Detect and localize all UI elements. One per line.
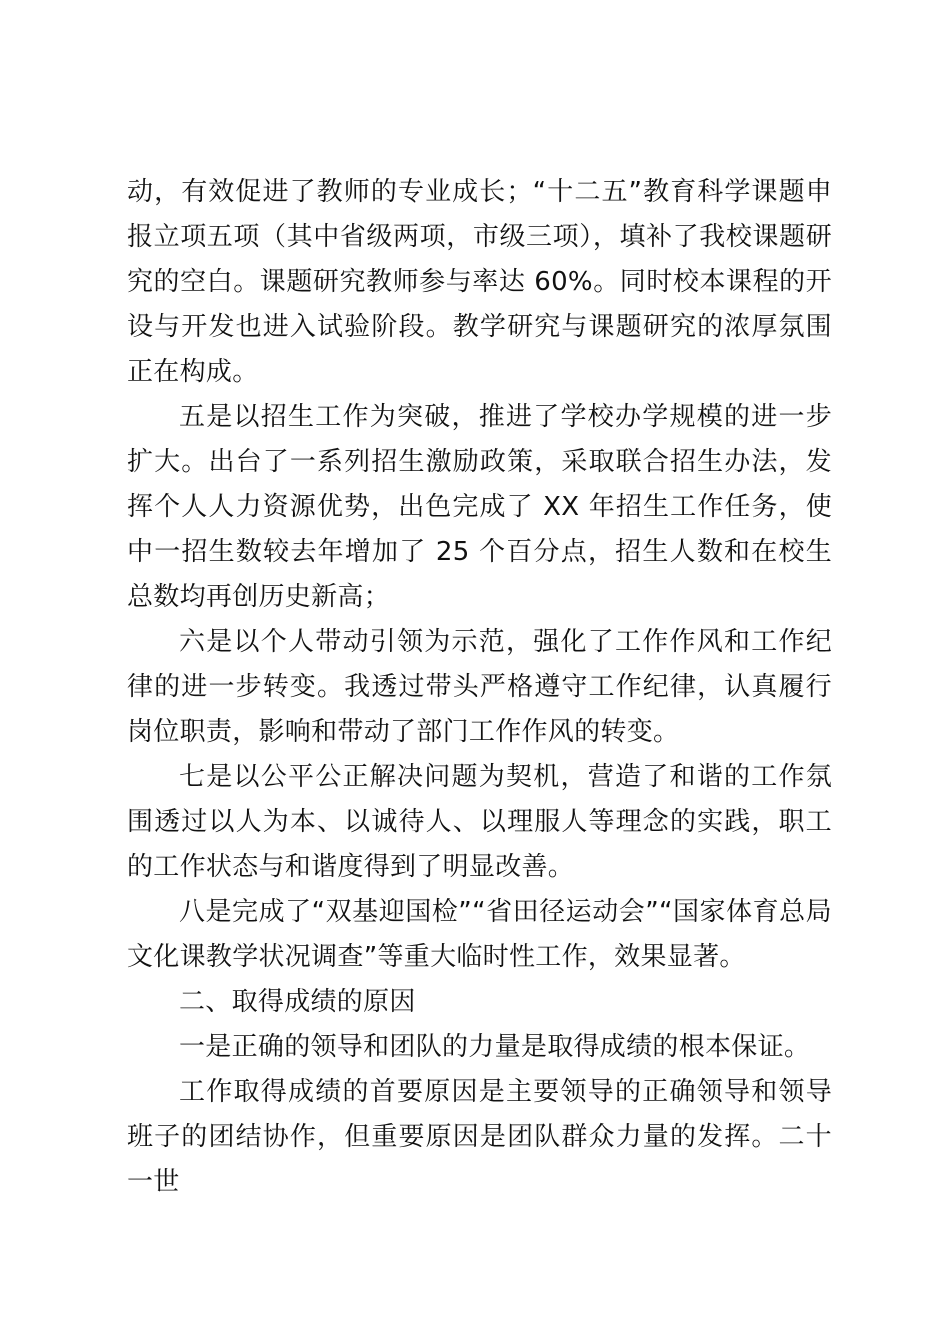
text-line: 工作取得成绩的首要原因是主要领导的正确领导和领导班 (127, 1077, 832, 1152)
text-line: 究的空白。课题研究教师参与率达 60%。同时校本课程的开设 (127, 267, 832, 342)
text-line: 八是完成了“双基迎国检”“省田径运动会”“国家体育 (179, 897, 780, 927)
text-line: 职责，影响和带动了部门工作作风的转变。 (179, 717, 680, 747)
text-line: 人人力资源优势，出色完成了 XX 年招生工作任务，使中一招 (127, 492, 833, 567)
text-line: 创历史新高； (232, 582, 391, 612)
paragraph-point-five (127, 395, 832, 620)
text-line: 报立项五项（其中省级两项，市级三项），填补了我校课题研 (127, 222, 832, 252)
paragraph-point-six (127, 620, 832, 755)
text-line: 构成。 (179, 357, 259, 387)
paragraph-point-seven (127, 755, 832, 890)
document-body (127, 170, 832, 1205)
text-line: 大。出台了一系列招生激励政策，采取联合招生办法，发挥个 (127, 447, 832, 522)
text-line: 总局文化课教学状况调查”等重大临时性工作，效果显著。 (127, 897, 832, 972)
paragraph-reason-one (127, 1025, 832, 1070)
text-line: 生数较去年增加了 25 个百分点，招生人数和在校生总数均再 (127, 537, 832, 612)
paragraph-point-eight (127, 890, 832, 980)
text-line: 六是以个人带动引领为示范，强化了工作作风和工作纪律 (127, 627, 832, 702)
text-line: 一是正确的领导和团队的力量是取得成绩的根本保证。 (179, 1032, 811, 1062)
text-line: 子的团结协作，但重要原因是团队群众力量的发挥。二十一世 (127, 1122, 832, 1197)
paragraph-reason-one-detail (127, 1070, 832, 1205)
paragraph-continuation (127, 170, 832, 395)
text-line: 五是以招生工作为突破，推进了学校办学规模的进一步扩 (127, 402, 832, 477)
text-line: 二、取得成绩的原因 (179, 987, 416, 1017)
text-line: 透过以人为本、以诚待人、以理服人等理念的实践，职工的工 (127, 807, 832, 882)
section-heading (127, 980, 832, 1025)
text-line: 的进一步转变。我透过带头严格遵守工作纪律，认真履行岗位 (127, 672, 832, 747)
text-line: 与开发也进入试验阶段。教学研究与课题研究的浓厚氛围正在 (127, 312, 832, 387)
text-line: 作状态与和谐度得到了明显改善。 (179, 852, 575, 882)
text-line: 七是以公平公正解决问题为契机，营造了和谐的工作氛围 (127, 762, 832, 837)
text-line: 动，有效促进了教师的专业成长；“十二五”教育科学课题申 (127, 177, 832, 207)
